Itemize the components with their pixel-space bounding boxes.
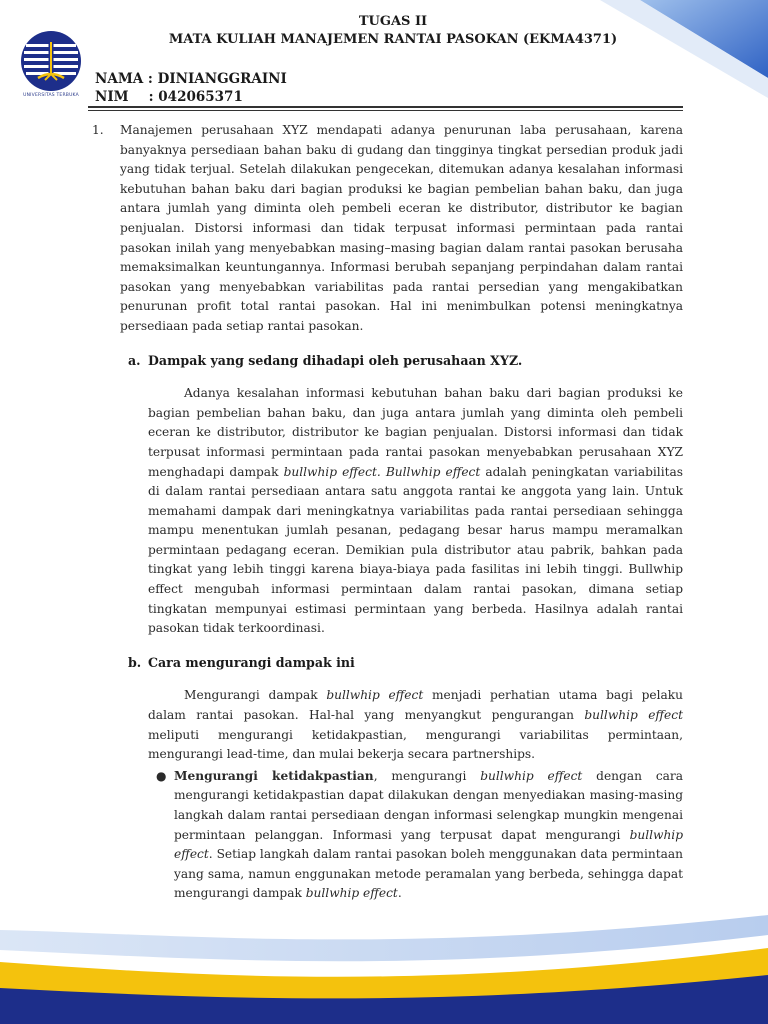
section-a-heading: [128, 351, 683, 371]
student-nim: [95, 89, 243, 105]
bullet-emphasis-1: bullwhip effect: [480, 768, 583, 783]
student-name: NAMA : DINIANGGRAINI: [95, 71, 287, 87]
nim-label: NIM: [95, 89, 129, 105]
section-a-label: a.: [128, 352, 141, 368]
university-logo: [20, 30, 82, 98]
section-a-emphasis: bullwhip effect. Bullwhip effect: [283, 464, 481, 479]
header-rule-thin: [88, 110, 683, 111]
bullet-item: [156, 767, 684, 904]
section-b-text-2: menjadi perhatian utama bagi pelaku dalam rantai pasokan. Hal-hal yang menyangkut pengurangan: [148, 688, 683, 723]
nim-value: : 042065371: [148, 89, 243, 105]
bullet-text-2: dengan cara mengurangi ketidakpastian dapat dilakukan dengan menyediakan masing-masing langkah dalam rantai persediaan dengan informasi selengkap mungkin mengenai permintaan pelanggan. Informasi yang terpusat dapat mengurangi: [174, 768, 684, 842]
section-b-heading: [128, 653, 683, 673]
section-b-emphasis-1: bullwhip effect: [326, 688, 424, 703]
header-rule-thick: [88, 106, 683, 108]
bullet-emphasis-2: bullwhip effect: [174, 827, 684, 862]
course-title: MATA KULIAH MANAJEMEN RANTAI PASOKAN (EKMA4371): [168, 32, 618, 47]
section-b-emphasis-2: bullwhip effect: [584, 708, 683, 723]
bullet-end: .: [397, 886, 402, 901]
document-title: TUGAS II: [358, 14, 428, 29]
document-body: [92, 121, 683, 904]
section-b-text-1: Mengurangi dampak: [184, 688, 318, 703]
section-b-title: Cara mengurangi dampak ini: [148, 654, 355, 670]
section-a-text-1: Adanya kesalahan informasi kebutuhan bahan baku dari bagian produksi ke bagian pembelian bahan baku, dan juga antara jumlah yang diminta oleh pembeli eceran ke distributor, distributor ke bagian penjualan. Distorsi informasi dan tidak terpusat informasi permintaan pada rantai pasokan menyebabkan perusahaan XYZ menghadapi dampak: [148, 386, 683, 479]
section-a-title: Dampak yang sedang dihadapi oleh perusahaan XYZ.: [148, 352, 523, 368]
logo-emblem-icon: [20, 30, 82, 92]
section-a-paragraph: [148, 384, 683, 639]
section-a-text-2: adalah peningkatan variabilitas di dalam rantai persediaan antara satu anggota rantai ke anggota yang lain. Untuk memahami dampak dari meningkatnya variabilitas pada rantai persediaan sehingga mampu menentukan jumlah pesanan, pedagang besar harus mampu meramalkan permintaan pedagang eceran. Demikian pula distributor atau pabrik, bahkan pada tingkat yang lebih tinggi karena biaya-biaya pada fasilitas ini lebih tinggi. Bullwhip effect mengubah informasi permintaan dalam rantai pasokan, dimana setiap tingkatan mempunyai estimasi permintaan yang berbeda. Hasilnya adalah rantai pasokan tidak terkoordinasi.: [148, 464, 684, 636]
section-b-paragraph: [148, 686, 683, 764]
bullet-title: Mengurangi ketidakpastian: [174, 768, 374, 783]
question-1: [92, 121, 683, 337]
bullet-icon: ●: [156, 768, 167, 783]
bullet-emphasis-3: bullwhip effect: [305, 886, 398, 901]
section-b-text-3: meliputi mengurangi ketidakpastian, mengurangi variabilitas permintaan, mengurangi lead-time, dan mulai bekerja secara partnerships.: [148, 727, 683, 762]
question-text: Manajemen perusahaan XYZ mendapati adanya penurunan laba perusahaan, karena banyaknya persediaan bahan baku di gudang dan tingginya tingkat persedian produk jadi yang tidak terjual. Setelah dilakukan pengecekan, ditemukan adanya kesalahan informasi kebutuhan bahan baku dari bagian produksi ke bagian pembelian bahan baku, dan juga antara jumlah yang diminta oleh pembeli eceran ke distributor, distributor ke bagian penjualan. Distorsi informasi dan tidak terpusat informasi permintaan pada rantai pasokan inilah yang menyebabkan masing–masing bagian dalam rantai pasokan berusaha memaksimalkan keuntungannya. Informasi berubah sepanjang perpindahan dalam rantai pasokan yang menyebabkan variabilitas pada rantai persedian yang mengakibatkan penurunan profit total rantai pasokan. Hal ini menimbulkan potensi meningkatnya persediaan pada setiap rantai pasokan.: [120, 123, 683, 333]
bullet-text-1: , mengurangi: [373, 768, 467, 783]
bullet-text-3: . Setiap langkah dalam rantai pasokan boleh menggunakan data permintaan yang sama, namun enggunakan metode peramalan yang berbeda, sehingga dapat mengurangi dampak: [174, 847, 683, 901]
section-b-label: b.: [128, 654, 142, 670]
question-number: 1.: [92, 123, 104, 137]
logo-caption: UNIVERSITAS TERBUKA: [23, 93, 79, 98]
